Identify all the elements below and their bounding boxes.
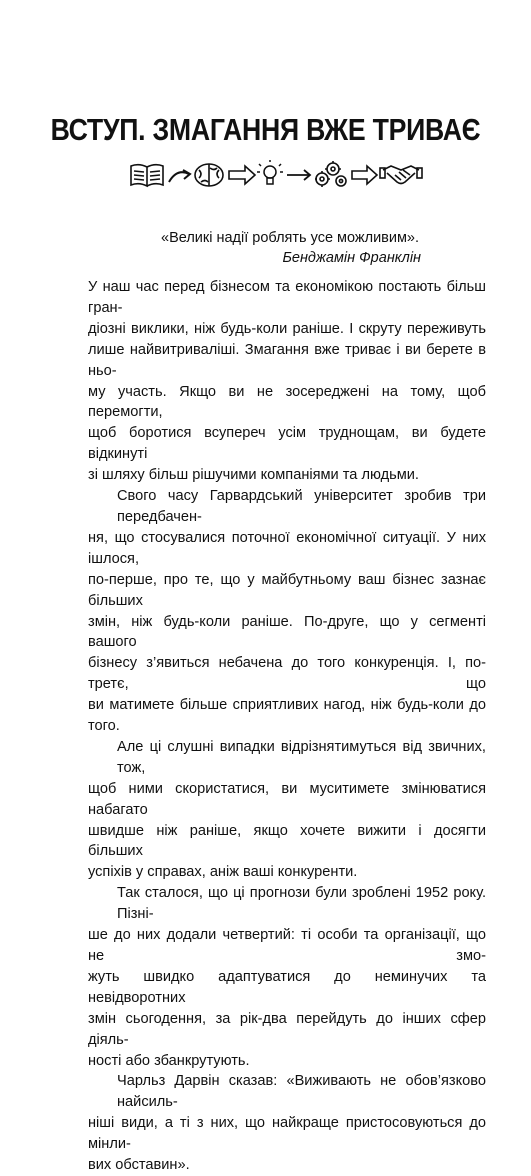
book-icon (131, 165, 163, 186)
text-line: діозні виклики, ніж будь-коли раніше. І скруту переживуть (88, 320, 486, 337)
text-line: Чарльз Дарвін сказав: «Виживають не обов’язково найсиль- (117, 1073, 486, 1111)
text-line: ше до них додали четвертий: ті особи та організації, що не змо- (88, 927, 486, 964)
body-text (88, 277, 486, 1176)
paragraph (88, 737, 486, 883)
arrow-icon (352, 166, 377, 184)
text-line: ності або збанкрутують. (88, 1052, 250, 1069)
arrow-icon (169, 170, 190, 182)
text-line: Але ці слушні випадки відрізнятимуться від звичних, тож, (117, 738, 486, 776)
text-line: лише найвитриваліші. Змагання вже триває і ви берете в ньо- (88, 341, 486, 379)
lightbulb-icon (257, 160, 283, 184)
text-line: змін сьогодення, за рік-два перейдуть до інших сфер діяль- (88, 1010, 486, 1048)
paragraph (88, 486, 486, 737)
text-line: жуть швидко адаптуватися до неминучих та невідворотних (88, 968, 486, 1006)
gears-icon (315, 161, 346, 187)
paragraph (88, 883, 486, 1071)
text-line: Так сталося, що ці прогнози були зроблені 1952 року. Пізні- (117, 885, 486, 923)
text-line: вих обставин». (88, 1157, 190, 1174)
epigraph (161, 228, 422, 268)
text-line: щоб боротися всупереч усім труднощам, ви будете відкинуті (88, 425, 486, 463)
text-line: успіхів у справах, аніж ваші конкуренти. (88, 864, 358, 881)
text-line: ніші види, а ті з них, що найкраще пристосовуються до мінли- (88, 1115, 486, 1153)
epigraph-text: «Великі надії роблять усе можливим». (161, 230, 420, 246)
chapter-title: ВСТУП. ЗМАГАННЯ ВЖЕ ТРИВАЄ (50, 112, 481, 147)
paragraph (88, 277, 486, 486)
text-line: ня, що стосувалися поточної економічної ситуації. У них ішлося, (88, 529, 486, 567)
text-line: зі шляху більш рішучими компаніями та людьми. (88, 467, 419, 484)
paragraph (88, 1071, 486, 1176)
text-line: змін, ніж будь-коли раніше. По-друге, що у сегменті вашого (88, 613, 486, 651)
arrow-icon (229, 166, 255, 184)
text-line: швидше ніж раніше, якщо хочете вижити і досягти більших (88, 822, 486, 860)
text-line: щоб ними скористатися, ви муситимете змінюватися набагато (88, 780, 486, 818)
text-line: ви матимете більше сприятливих нагод, ніж будь-коли до того. (88, 697, 486, 735)
brain-icon (195, 164, 223, 186)
icon-strip (129, 160, 429, 190)
text-line: бізнесу з’явиться небачена до того конкуренція. І, по-третє, що (88, 655, 486, 693)
arrow-icon (287, 170, 310, 180)
text-line: му участь. Якщо ви не зосереджені на тому, щоб перемогти, (88, 383, 486, 421)
epigraph-author: Бенджамін Франклін (282, 250, 422, 266)
text-line: У наш час перед бізнесом та економікою постають більш гран- (88, 279, 486, 316)
text-line: Свого часу Гарвардський університет зробив три передбачен- (117, 488, 486, 525)
handshake-icon (380, 166, 422, 184)
text-line: по-перше, про те, що у майбутньому ваш бізнес зазнає більших (88, 571, 486, 609)
